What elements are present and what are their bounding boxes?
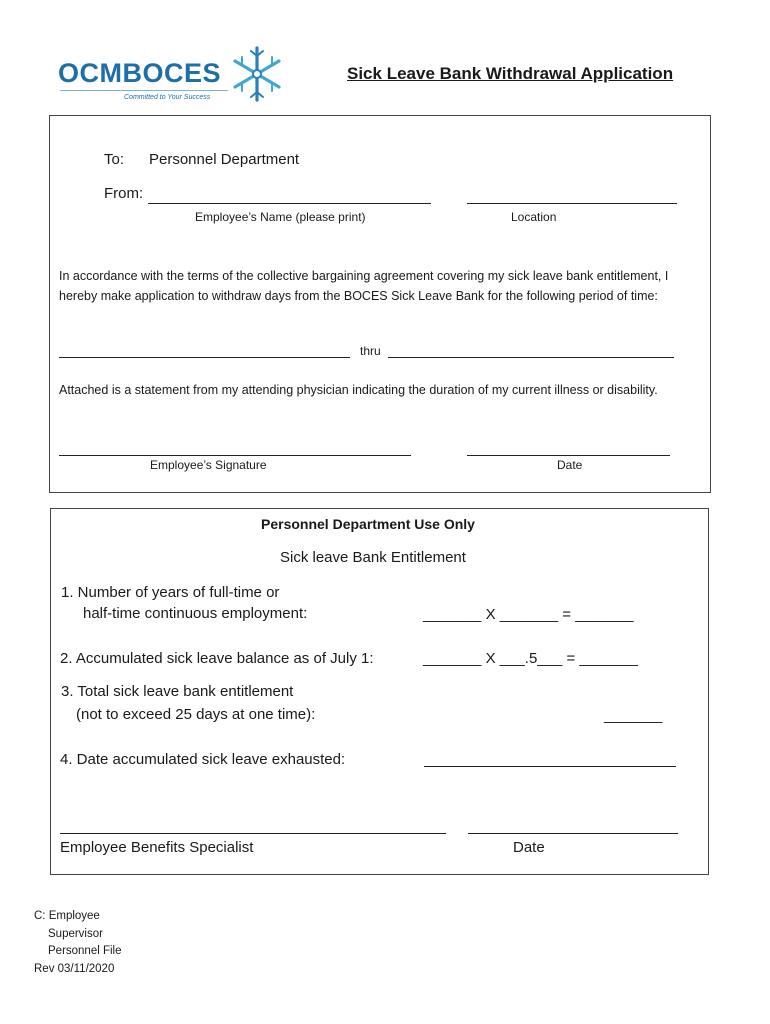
logo-tagline: Committed to Your Success (124, 94, 211, 101)
cc-line-supervisor: Supervisor (48, 927, 103, 940)
ocmboces-logo (58, 44, 288, 106)
item3-label-line1: 3. Total sick leave bank entitlement (61, 683, 294, 700)
specialist-signature-line[interactable] (60, 833, 446, 834)
physician-statement-paragraph: Attached is a statement from my attending physician indicating the duration of my current illness or disability. (59, 383, 658, 397)
specialist-caption: Employee Benefits Specialist (60, 839, 254, 856)
period-end-line[interactable] (388, 357, 674, 358)
employee-date-line[interactable] (467, 455, 670, 456)
date-caption: Date (557, 458, 583, 472)
item3-blank[interactable]: _______ (604, 707, 663, 724)
logo-text: OCMBOCES (58, 58, 222, 88)
to-value: Personnel Department (149, 151, 300, 168)
item1-label-line1: 1. Number of years of full-time or (61, 584, 280, 601)
item4-date-line[interactable] (424, 766, 676, 767)
page-title: Sick Leave Bank Withdrawal Application (347, 64, 674, 83)
footer-distribution (34, 908, 122, 978)
specialist-date-caption: Date (513, 839, 545, 856)
signature-caption: Employee’s Signature (150, 458, 267, 472)
item4-label: 4. Date accumulated sick leave exhausted: (60, 751, 346, 768)
item3-label-line2: (not to exceed 25 days at one time): (76, 706, 316, 723)
revision-date: Rev 03/11/2020 (34, 962, 115, 975)
item2-calc-prefix: _______ X (423, 650, 500, 667)
period-start-line[interactable] (59, 357, 350, 358)
employee-name-caption: Employee’s Name (please print) (195, 210, 366, 224)
item1-label-line2: half-time continuous employment: (83, 605, 308, 622)
cc-line-personnel-file: Personnel File (48, 945, 122, 957)
snowflake-icon (232, 44, 282, 104)
item1-calculation[interactable]: _______ X _______ = _______ (423, 606, 634, 623)
location-line[interactable] (467, 203, 677, 204)
item2-calculation[interactable] (423, 650, 638, 667)
item2-label: 2. Accumulated sick leave balance as of July 1: (60, 650, 374, 667)
personnel-heading: Personnel Department Use Only (261, 516, 475, 532)
item2-factor: ___.5___ (499, 650, 563, 667)
cc-line-employee: C: Employee (34, 910, 100, 922)
location-caption: Location (511, 210, 557, 224)
specialist-date-line[interactable] (468, 833, 678, 834)
thru-label: thru (360, 344, 381, 358)
logo-divider (60, 90, 228, 91)
employee-name-line[interactable] (148, 203, 431, 204)
application-paragraph: In accordance with the terms of the collective bargaining agreement covering my sick leave bank entitlement, I hereby make application to withdraw days from the BOCES Sick Leave Bank for the following period of time: (59, 269, 669, 303)
to-label: To: (104, 151, 125, 168)
employee-signature-line[interactable] (59, 455, 411, 456)
item2-calc-suffix: = _______ (562, 650, 638, 667)
personnel-subheading: Sick leave Bank Entitlement (280, 549, 466, 566)
from-label: From: (104, 185, 144, 202)
